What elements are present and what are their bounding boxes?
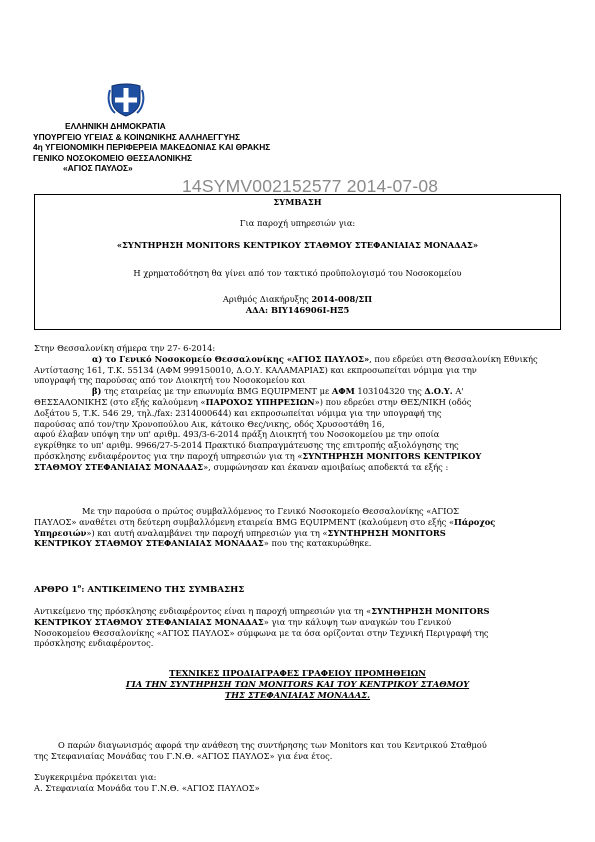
greek-state-emblem-icon <box>107 82 145 118</box>
specs-title-line: ΓΙΑ ΤΗΝ ΣΥΝΤΗΡΗΣΗ ΤΩΝ MONITORS ΚΑΙ ΤΟΥ ΚΕΝΤΡΙΚΟΥ ΣΤΑΘΜΟΥ <box>125 679 470 689</box>
party-a-line: υπογραφή της παρούσας από τον Διοικητή του Νοσοκομείου και <box>34 375 306 386</box>
party-b-line: Δοξάτου 5, Τ.Κ. 546 29, τηλ./fax: 2314000644) και εκπροσωπείται νόμιμα για την υπογραφή της <box>34 407 442 418</box>
header-line: ΕΛΛΗΝΙΚΗ ΔΗΜΟΚΡΑΤΙΑ <box>65 121 166 131</box>
contract-title: ΣΥΜΒΑΣΗ <box>273 197 322 207</box>
party-a-line: Αντίστασης 161, Τ.Κ. 55134 (ΑΦΜ 999150010, Δ.Ο.Υ. ΚΑΛΑΜΑΡΙΑΣ) και εκπροσωπείται νόμιμα για την <box>34 364 477 375</box>
recital-line: ΣΤΑΘΜΟΥ ΣΤΕΦΑΝΙΑΙΑΣ ΜΟΝΑΔΑΣ», συμφώνησαν και έκαναν αμοιβαίως αποδεκτά τα εξής : <box>34 461 449 472</box>
tender-number: Αριθμός Διακήρυξης 2014-008/ΣΠ <box>222 294 373 304</box>
parties-section <box>34 343 561 473</box>
scope-list-intro: Συγκεκριμένα πρόκειται για: <box>34 772 157 782</box>
agreement-line: Υπηρεσιών») και αυτή αναλαμβάνει την παροχή υπηρεσιών για τη «ΣΥΝΤΗΡΗΣΗ MONITORS <box>34 527 446 538</box>
date-line: Στην Θεσσαλονίκη σήμερα την 27- 6-2014: <box>34 343 216 353</box>
agreement-line: ΠΑΥΛΟΣ» αναθέτει στη δεύτερη συμβαλλόμενη εταιρεία BMG EQUIPMENT (καλούμενη στο εξής «Πάροχος <box>34 516 496 527</box>
article-1-line: ΚΕΝΤΡΙΚΟΥ ΣΤΑΘΜΟΥ ΣΤΕΦΑΝΙΑΙΑΣ ΜΟΝΑΔΑΣ» για την κάλυψη των αναγκών του Γενικού <box>34 616 452 627</box>
agreement-line: ΚΕΝΤΡΙΚΟΥ ΣΤΑΘΜΟΥ ΣΤΕΦΑΝΙΑΙΑΣ ΜΟΝΑΔΑΣ» που της κατακυρώθηκε. <box>34 538 372 549</box>
scope-line: Ο παρών διαγωνισμός αφορά την ανάθεση της συντήρησης των Monitors και του Κεντρικού Σταθμού <box>58 740 487 750</box>
service-name: «ΣΥΝΤΗΡΗΣΗ MONITORS ΚΕΝΤΡΙΚΟΥ ΣΤΑΘΜΟΥ ΣΤΕΦΑΝΙΑΙΑΣ ΜΟΝΑΔΑΣ» <box>116 240 479 250</box>
scope-list-item: Α. Στεφανιαία Μονάδα του Γ.Ν.Θ. «ΑΓΙΟΣ ΠΑΥΛΟΣ» <box>34 782 260 793</box>
article-1-line: πρόσκλησης ενδιαφέροντος. <box>34 638 154 649</box>
article-1-body <box>34 606 561 649</box>
recital-line: αφού έλαβαν υπόψη την υπ' αριθμ. 493/3-6-2014 πράξη Διοικητή του Νοσοκομείου με την οποία <box>34 429 440 440</box>
article-1-line: Νοσοκομείου Θεσσαλονίκης «ΑΓΙΟΣ ΠΑΥΛΟΣ» σύμφωνα με τα όσα ορίζονται στην Τεχνική Περιγραφή της <box>34 627 489 638</box>
service-intro: Για παροχή υπηρεσιών για: <box>239 218 356 228</box>
agreement-line: Με την παρούσα ο πρώτος συμβαλλόμενος το Γενικό Νοσοκομείο Θεσσαλονίκης «ΑΓΙΟΣ <box>82 506 460 516</box>
specs-title-line: ΤΕΧΝΙΚΕΣ ΠΡΟΔΙΑΓΡΑΦΕΣ ΓΡΑΦΕΙΟΥ ΠΡΟΜΗΘΕΙΩΝ <box>169 668 426 678</box>
article-1-line: Αντικείμενο της πρόσκλησης ενδιαφέροντος είναι η παροχή υπηρεσιών για τη «ΣΥΝΤΗΡΗΣΗ MONITORS <box>34 606 490 616</box>
article-1-heading: ΑΡΘΡΟ $1^o$: ΑΝΤΙΚΕΙΜΕΝΟ ΤΗΣ ΣΥΜΒΑΣΗΣ <box>34 584 245 595</box>
header-line: 4η ΥΓΕΙΟΝΟΜΙΚΗ ΠΕΡΙΦΕΡΕΙΑ ΜΑΚΕΔΟΝΙΑΣ ΚΑΙ ΘΡΑΚΗΣ <box>33 142 271 153</box>
scope-list <box>34 772 561 794</box>
recital-line: πρόσκλησης ενδιαφέροντος για την παροχή υπηρεσιών για τη «ΣΥΝΤΗΡΗΣΗ MONITORS ΚΕΝΤΡΙΚΟΥ <box>34 450 482 461</box>
funding-note: Η χρηματοδότηση θα γίνει από τον τακτικό προϋπολογισμό του Νοσοκομείου <box>133 268 462 278</box>
header-line: «ΑΓΙΟΣ ΠΑΥΛΟΣ» <box>63 163 133 174</box>
party-b-line: β) της εταιρείας με την επωνυμία BMG EQUIPMENT με ΑΦΜ 103104320 της Δ.Ο.Υ. Α' <box>92 386 464 397</box>
letterhead <box>33 121 270 174</box>
header-line: ΓΕΝΙΚΟ ΝΟΣΟΚΟΜΕΙΟ ΘΕΣΣΑΛΟΝΙΚΗΣ <box>33 152 193 163</box>
scope-line: της Στεφανιαίας Μονάδας του Γ.Ν.Θ. «ΑΓΙΟΣ ΠΑΥΛΟΣ» για ένα έτος. <box>34 750 333 761</box>
party-b-line: παρούσας από τον/την Χρονοπούλου Αικ, κάτοικο Θες/νικης, οδός Χρυσοστάθη 16, <box>34 418 385 429</box>
party-a-line: α) το Γενικό Νοσοκομείο Θεσσαλονίκης «ΑΓΙΟΣ ΠΑΥΛΟΣ», που εδρεύει στη Θεσσαλονίκη Εθνικής <box>92 353 538 364</box>
specs-title-line: ΤΗΣ ΣΤΕΦΑΝΙΑΙΑΣ ΜΟΝΑΔΑΣ. <box>224 690 371 700</box>
ada-code: ΑΔΑ: ΒΙΥ146906Ι-ΗΞ5 <box>245 305 350 315</box>
header-line: ΥΠΟΥΡΓΕΙΟ ΥΓΕΙΑΣ & ΚΟΙΝΩΝΙΚΗΣ ΑΛΛΗΛΕΓΓΥΗΣ <box>33 131 240 142</box>
registry-stamp: 14SYMV002152577 2014-07-08 <box>182 176 439 196</box>
scope-paragraph <box>34 740 561 762</box>
recital-line: εγκρίθηκε το υπ' αριθμ. 9966/27-5-2014 Πρακτικό διαπραγμάτευσης της επιτροπής αξιολόγησης της <box>34 440 459 451</box>
agreement-paragraph <box>34 506 561 549</box>
party-b-line: ΘΕΣΣΑΛΟΝΙΚΗΣ (στο εξής καλούμενη «ΠΑΡΟΧΟΣ ΥΠΗΡΕΣΙΩΝ») που εδρεύει στην ΘΕΣ/ΝΙΚΗ (οδός <box>34 396 472 407</box>
